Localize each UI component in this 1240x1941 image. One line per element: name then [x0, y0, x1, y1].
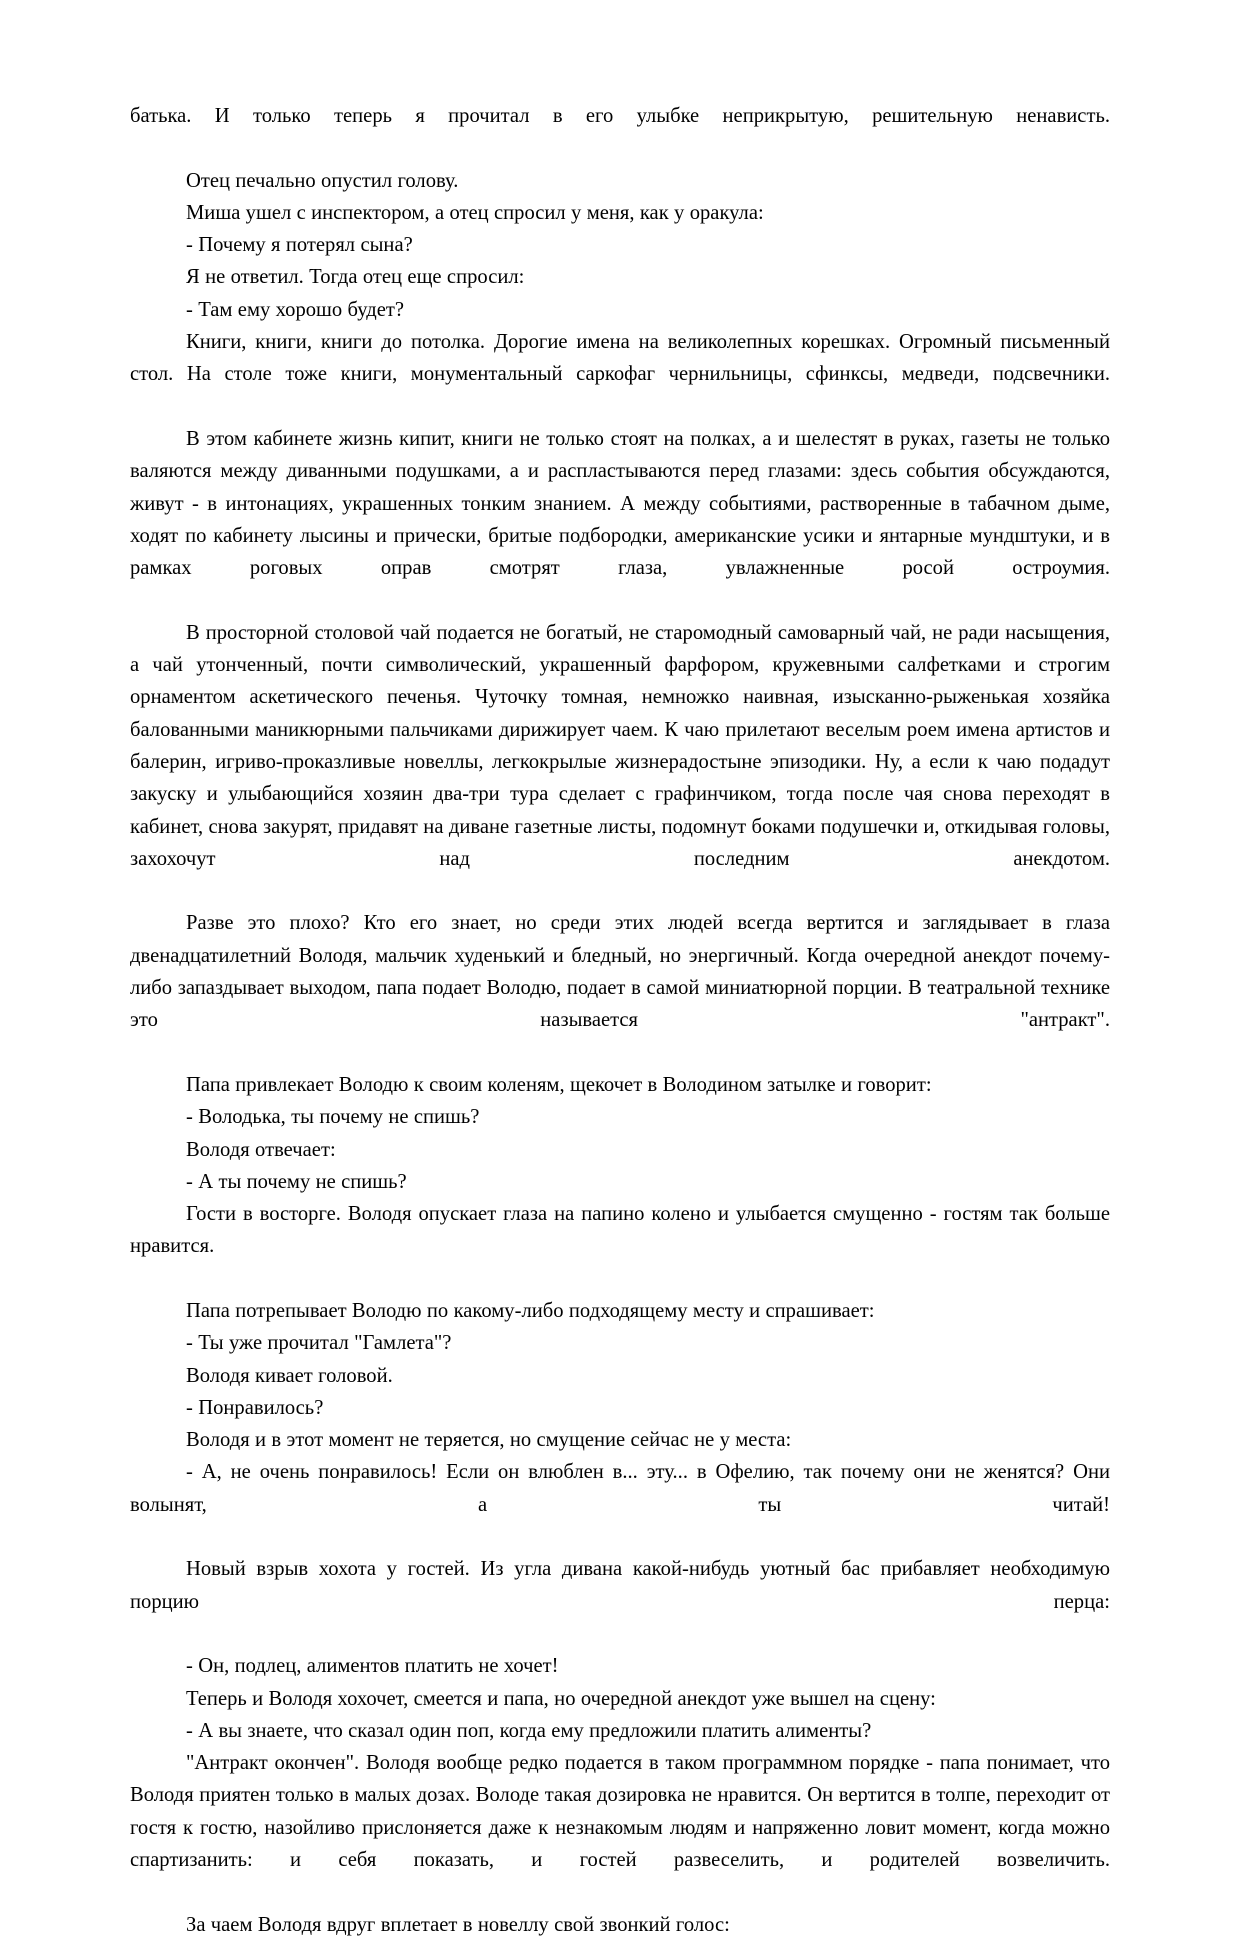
paragraph: В просторной столовой чай подается не богатый, не старомодный самоварный чай, не ради насыщения, а чай утонченный, почти символический, украшенный фарфором, кружевными салфетками и строгим орнаментом аскетического печенья. Чуточку томная, немножко наивная, изысканно-рыженькая хозяйка балованными маникюрными пальчиками дирижирует чаем. К чаю прилетают веселым роем имена артистов и балерин, игриво-проказливые новеллы, легкокрылые жизнерадостыне эпизодики. Ну, а если к чаю подадут закуску и улыбающийся хозяин два-три тура сделает с графинчиком, тогда после чая снова переходят в кабинет, снова закурят, придавят на диване газетные листы, подомнут боками подушечки и, откидывая головы, захохочут над последним анекдотом.: [130, 621, 1110, 870]
paragraph: Володя отвечает:: [186, 1138, 336, 1161]
paragraph: Володя кивает головой.: [186, 1364, 393, 1387]
paragraph: Разве это плохо? Кто его знает, но среди этих людей всегда вертится и заглядывает в глаза двенадцатилетний Володя, мальчик худенький и бледный, но энергичный. Когда очередной анекдот почему-либо запаздывает выходом, папа подает Володю, подает в самой миниатюрной порции. В театральной технике это называется "антракт".: [130, 912, 1110, 1032]
paragraph: "Антракт окончен". Володя вообще редко подается в таком программном порядке - папа понимает, что Володя приятен только в малых дозах. Володе такая дозировка не нравится. Он вертится в толпе, переходит от гостя к гостю, назойливо прислоняется даже к незнакомым людям и напряженно ловит момент, когда можно спартизанить: и себя показать, и гостей развеселить, и родителей возвеличить.: [130, 1752, 1110, 1872]
paragraph: Новый взрыв хохота у гостей. Из угла дивана какой-нибудь уютный бас прибавляет необходимую порцию перца:: [130, 1558, 1110, 1613]
paragraph: За чаем Володя вдруг вплетает в новеллу свой звонкий голос:: [186, 1913, 730, 1936]
paragraph: - А, не очень понравилось! Если он влюблен в... эту... в Офелию, так почему они не женятся? Они волынят, а ты читай!: [130, 1461, 1110, 1516]
paragraph: - Володька, ты почему не спишь?: [186, 1106, 480, 1129]
paragraph: Я не ответил. Тогда отец еще спросил:: [186, 266, 525, 289]
paragraph: - А вы знаете, что сказал один поп, когда ему предложили платить алименты?: [186, 1719, 872, 1742]
paragraph: Миша ушел с инспектором, а отец спросил у меня, как у оракула:: [186, 201, 764, 224]
paragraph: - Почему я потерял сына?: [186, 234, 413, 257]
paragraph: Гости в восторге. Володя опускает глаза на папино колено и улыбается смущенно - гостям так больше нравится.: [130, 1203, 1110, 1258]
paragraph: - А ты почему не спишь?: [186, 1170, 407, 1193]
paragraph: - Ты уже прочитал "Гамлета"?: [186, 1332, 452, 1355]
paragraph: Отец печально опустил голову.: [186, 169, 459, 192]
body-text-column: [130, 100, 1110, 1941]
paragraph: Теперь и Володя хохочет, смеется и папа, но очередной анекдот уже вышел на сцену:: [186, 1687, 936, 1710]
paragraph: - Там ему хорошо будет?: [186, 298, 404, 321]
paragraph: Книги, книги, книги до потолка. Дорогие имена на великолепных корешках. Огромный письменный стол. На столе тоже книги, монументальный саркофаг чернильницы, сфинксы, медведи, подсвечники.: [130, 331, 1110, 386]
paragraph: Папа привлекает Володю к своим коленям, щекочет в Володином затылке и говорит:: [186, 1073, 932, 1096]
paragraph: батька. И только теперь я прочитал в его улыбке неприкрытую, решительную ненависть.: [130, 105, 1110, 127]
paragraph: - Он, подлец, алиментов платить не хочет!: [186, 1655, 559, 1678]
paragraph: В этом кабинете жизнь кипит, книги не только стоят на полках, а и шелестят в руках, газеты не только валяются между диванными подушками, а и распластываются перед глазами: здесь события обсуждаются, живут - в интонациях, украшенных тонким знанием. А между событиями, растворенные в табачном дыме, ходят по кабинету лысины и прически, бритые подбородки, американские усики и янтарные мундштуки, и в рамках роговых оправ смотрят глаза, увлажненные росой остроумия.: [130, 427, 1110, 580]
paragraph: Папа потрепывает Володю по какому-либо подходящему месту и спрашивает:: [186, 1299, 875, 1322]
paragraph: Володя и в этот момент не теряется, но смущение сейчас не у места:: [186, 1429, 792, 1452]
paragraph: - Понравилось?: [186, 1396, 324, 1419]
